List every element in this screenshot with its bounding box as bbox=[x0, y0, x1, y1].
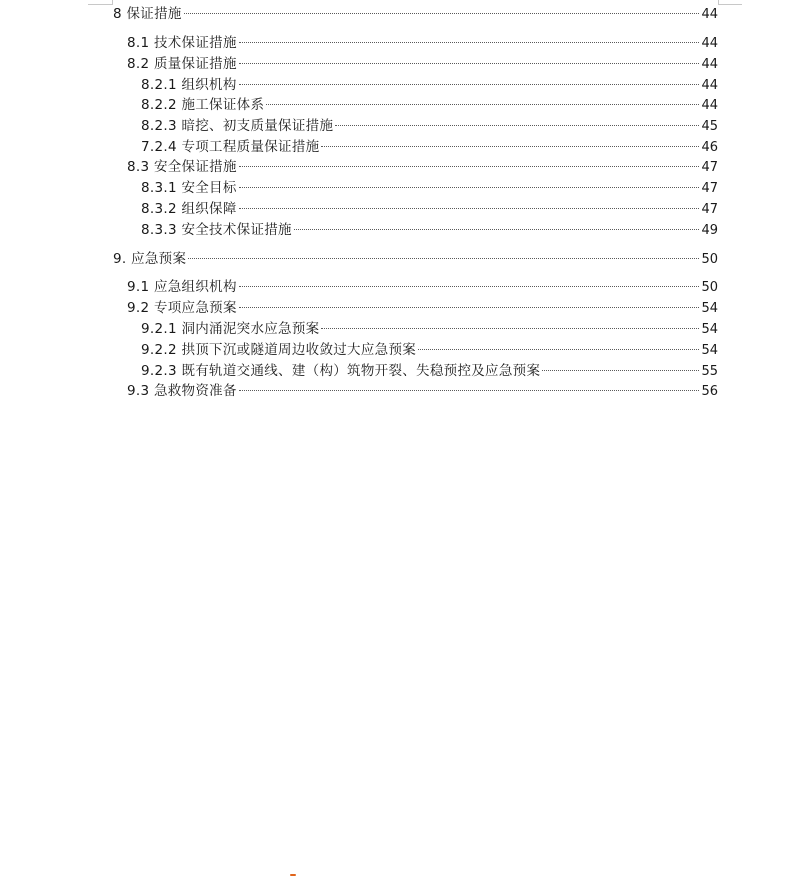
toc-entry-title: 8.3.3 安全技术保证措施 bbox=[141, 222, 292, 238]
toc-entry-title: 9. 应急预案 bbox=[113, 251, 187, 267]
toc-page-number: 46 bbox=[701, 140, 718, 155]
toc-page-number: 44 bbox=[701, 98, 718, 113]
toc-dot-leader bbox=[188, 258, 699, 259]
toc-page-number: 47 bbox=[701, 160, 718, 175]
toc-dot-leader bbox=[239, 84, 699, 85]
toc-page-number: 44 bbox=[701, 57, 718, 72]
toc-entry[interactable] bbox=[0, 381, 792, 401]
toc-page-number: 47 bbox=[701, 202, 718, 217]
toc-page-number: 54 bbox=[701, 322, 718, 337]
toc-entry-title: 8.2.2 施工保证体系 bbox=[141, 97, 265, 113]
toc-entry-title: 8.1 技术保证措施 bbox=[127, 35, 237, 51]
toc-page-number: 47 bbox=[701, 181, 718, 196]
toc-dot-leader bbox=[321, 328, 699, 329]
toc-dot-leader bbox=[418, 349, 699, 350]
toc-dot-leader bbox=[294, 229, 699, 230]
toc-entry[interactable] bbox=[0, 157, 792, 177]
toc-page-number: 45 bbox=[701, 119, 718, 134]
toc-entry-title: 9.2.1 洞内涌泥突水应急预案 bbox=[141, 321, 320, 337]
toc-entry[interactable] bbox=[0, 319, 792, 339]
toc-dot-leader bbox=[266, 104, 699, 105]
toc-entry-title: 8.3.1 安全目标 bbox=[141, 180, 237, 196]
toc-dot-leader bbox=[321, 146, 699, 147]
toc-dot-leader bbox=[184, 13, 699, 14]
toc-entry[interactable] bbox=[0, 137, 792, 157]
toc-dot-leader bbox=[239, 42, 699, 43]
toc-entry[interactable] bbox=[0, 277, 792, 297]
toc-entry-title: 7.2.4 专项工程质量保证措施 bbox=[141, 139, 320, 155]
toc-page-number: 54 bbox=[701, 343, 718, 358]
toc-dot-leader bbox=[239, 187, 699, 188]
toc-dot-leader bbox=[239, 63, 699, 64]
toc-entry[interactable] bbox=[0, 340, 792, 360]
toc-entry[interactable] bbox=[0, 95, 792, 115]
toc-entry-title: 9.3 急救物资准备 bbox=[127, 383, 237, 399]
toc-entry[interactable] bbox=[0, 4, 792, 24]
toc-page-number: 50 bbox=[701, 252, 718, 267]
toc-entry[interactable] bbox=[0, 298, 792, 318]
toc-dot-leader bbox=[239, 166, 699, 167]
toc-entry-title: 8 保证措施 bbox=[113, 6, 182, 22]
toc-entry[interactable] bbox=[0, 249, 792, 269]
toc-page-number: 49 bbox=[701, 223, 718, 238]
toc-page-number: 50 bbox=[701, 280, 718, 295]
toc-entry-title: 9.2 专项应急预案 bbox=[127, 300, 237, 316]
toc-dot-leader bbox=[335, 125, 699, 126]
toc-page-number: 44 bbox=[701, 7, 718, 22]
toc-page-number: 55 bbox=[701, 364, 718, 379]
toc-page-number: 44 bbox=[701, 36, 718, 51]
toc-entry[interactable] bbox=[0, 33, 792, 53]
toc-page-number: 44 bbox=[701, 78, 718, 93]
toc-entry-title: 8.2.3 暗挖、初支质量保证措施 bbox=[141, 118, 334, 134]
toc-dot-leader bbox=[239, 307, 699, 308]
toc-entry-title: 8.3 安全保证措施 bbox=[127, 159, 237, 175]
toc-dot-leader bbox=[239, 208, 699, 209]
toc-entry-title: 8.3.2 组织保障 bbox=[141, 201, 237, 217]
toc-dot-leader bbox=[239, 286, 699, 287]
toc-entry[interactable] bbox=[0, 199, 792, 219]
toc-dot-leader bbox=[239, 390, 699, 391]
toc-page-number: 54 bbox=[701, 301, 718, 316]
toc-entry[interactable] bbox=[0, 178, 792, 198]
toc-page-number: 56 bbox=[701, 384, 718, 399]
toc-entry-title: 8.2.1 组织机构 bbox=[141, 77, 237, 93]
toc-entry-title: 9.2.2 拱顶下沉或隧道周边收敛过大应急预案 bbox=[141, 342, 417, 358]
toc-entry[interactable] bbox=[0, 116, 792, 136]
page-footer-mark bbox=[290, 874, 296, 876]
toc-entry-title: 9.2.3 既有轨道交通线、建（构）筑物开裂、失稳预控及应急预案 bbox=[141, 363, 541, 379]
toc-entry-title: 9.1 应急组织机构 bbox=[127, 279, 237, 295]
toc-entry[interactable] bbox=[0, 361, 792, 381]
toc-entry-title: 8.2 质量保证措施 bbox=[127, 56, 237, 72]
toc-entry[interactable] bbox=[0, 54, 792, 74]
toc-entry[interactable] bbox=[0, 220, 792, 240]
toc-dot-leader bbox=[542, 370, 699, 371]
toc-entry[interactable] bbox=[0, 75, 792, 95]
